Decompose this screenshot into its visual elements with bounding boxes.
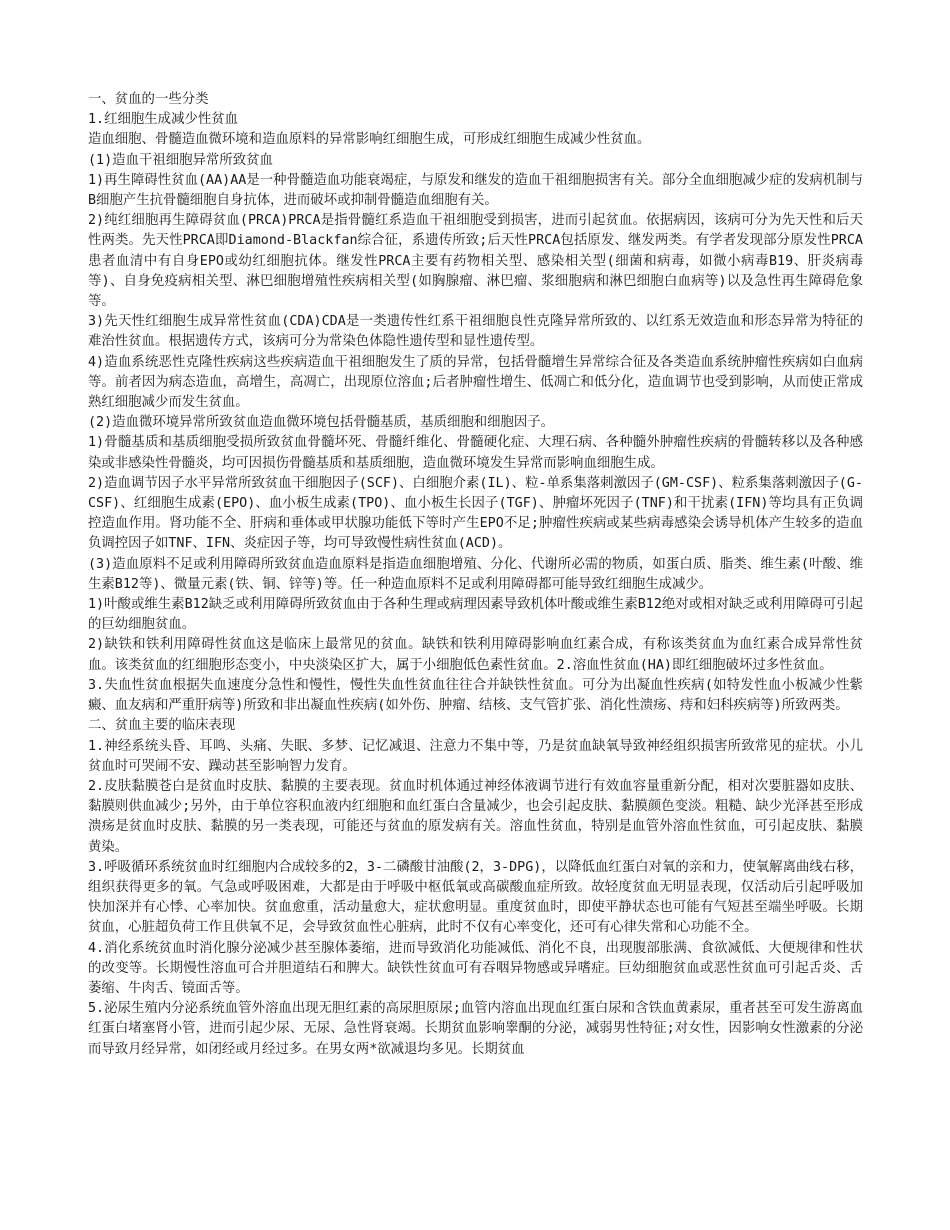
paragraph: 4.消化系统贫血时消化腺分泌减少甚至腺体萎缩，进而导致消化功能减低、消化不良，出现腹部胀满、食欲减低、大便规律和性状的改变等。长期慢性溶血可合并胆道结石和脾大。缺铁性贫血可有吞咽异物感或异嗜症。巨幼细胞贫血或恶性贫血可引起舌炎、舌萎缩、牛肉舌、镜面舌等。 (88, 940, 863, 996)
paragraph: 2.皮肤黏膜苍白是贫血时皮肤、黏膜的主要表现。贫血时机体通过神经体液调节进行有效血容量重新分配，相对次要脏器如皮肤、黏膜则供血减少;另外，由于单位容积血液内红细胞和血红蛋白含量减少，也会引起皮肤、黏膜颜色变淡。粗糙、缺少光泽甚至形成溃疡是贫血时皮肤、黏膜的另一类表现，可能还与贫血的原发病有关。溶血性贫血，特别是血管外溶血性贫血，可引起皮肤、黏膜黄染。 (88, 778, 863, 855)
subheading-reduced-rbc-production: 1.红细胞生成减少性贫血 (88, 112, 239, 128)
paragraph: 4)造血系统恶性克隆性疾病这些疾病造血干祖细胞发生了质的异常，包括骨髓增生异常综合征及各类造血系统肿瘤性疾病如白血病等。前者因为病态造血，高增生，高凋亡，出现原位溶血;后者肿瘤性增生、低凋亡和低分化，造血调节也受到影响，从而使正常成熟红细胞减少而发生贫血。 (88, 354, 863, 411)
paragraph: 3.呼吸循环系统贫血时红细胞内合成较多的2，3-二磷酸甘油酸(2，3-DPG)，以降低血红蛋白对氧的亲和力，使氧解离曲线右移，组织获得更多的氧。气急或呼吸困难，大都是由于呼吸中枢低氧或高碳酸血症所致。故轻度贫血无明显表现，仅活动后引起呼吸加快加深并有心悸、心率加快。贫血愈重，活动量愈大，症状愈明显。重度贫血时，即使平静状态也可能有气短甚至端坐呼吸。长期贫血，心脏超负荷工作且供氧不足，会导致贫血性心脏病，此时不仅有心率变化，还可有心律失常和心功能不全。 (88, 859, 863, 936)
paragraph: 1.神经系统头昏、耳鸣、头痛、失眠、多梦、记忆减退、注意力不集中等，乃是贫血缺氧导致神经组织损害所致常见的症状。小儿贫血时可哭闹不安、躁动甚至影响智力发育。 (88, 738, 863, 774)
paragraph: 1)叶酸或维生素B12缺乏或利用障碍所致贫血由于各种生理或病理因素导致机体叶酸或维生素B12绝对或相对缺乏或利用障碍可引起的巨幼细胞贫血。 (88, 597, 863, 633)
subheading-stem-cell-abnormality: (1)造血干祖细胞异常所致贫血 (88, 152, 273, 168)
paragraph: 5.泌尿生殖内分泌系统血管外溶血出现无胆红素的高尿胆原尿;血管内溶血出现血红蛋白尿和含铁血黄素尿，重者甚至可发生游离血红蛋白堵塞肾小管，进而引起少尿、无尿、急性肾衰竭。长期贫血影响睾酮的分泌，减弱男性特征;对女性，因影响女性激素的分泌而导致月经异常，如闭经或月经过多。在男女两*欲减退均多见。长期贫血 (88, 1001, 863, 1057)
document-body (88, 90, 863, 1060)
paragraph: 造血细胞、骨髓造血微环境和造血原料的异常影响红细胞生成，可形成红细胞生成减少性贫血。 (88, 132, 651, 148)
section-heading-clinical-manifestations: 二、贫血主要的临床表现 (88, 718, 236, 734)
subheading-microenvironment-abnormality: (2)造血微环境异常所致贫血造血微环境包括骨髓基质，基质细胞和细胞因子。 (88, 415, 555, 431)
paragraph: 2)缺铁和铁利用障碍性贫血这是临床上最常见的贫血。缺铁和铁利用障碍影响血红素合成，有称该类贫血为血红素合成异常性贫血。该类贫血的红细胞形态变小，中央淡染区扩大，属于小细胞低色素性贫血。2.溶血性贫血(HA)即红细胞破坏过多性贫血。 (88, 637, 863, 673)
subheading-raw-material-deficiency: (3)造血原料不足或利用障碍所致贫血造血原料是指造血细胞增殖、分化、代谢所必需的物质，如蛋白质、脂类、维生素(叶酸、维生素B12等)、微量元素(铁、铜、锌等)等。任一种造血原料不足或利用障碍都可能导致红细胞生成减少。 (88, 556, 863, 592)
paragraph: 1)再生障碍性贫血(AA)AA是一种骨髓造血功能衰竭症，与原发和继发的造血干祖细胞损害有关。部分全血细胞减少症的发病机制与B细胞产生抗骨髓细胞自身抗体，进而破坏或抑制骨髓造血细胞有关。 (88, 172, 863, 209)
paragraph: 3.失血性贫血根据失血速度分急性和慢性，慢性失血性贫血往往合并缺铁性贫血。可分为出凝血性疾病(如特发性血小板减少性紫癜、血友病和严重肝病等)所致和非出凝血性疾病(如外伤、肿瘤、结核、支气管扩张、消化性溃疡、痔和妇科疾病等)所致两类。 (88, 677, 863, 714)
paragraph: 2)纯红细胞再生障碍贫血(PRCA)PRCA是指骨髓红系造血干祖细胞受到损害，进而引起贫血。依据病因，该病可分为先天性和后天性两类。先天性PRCA即Diamond-Blackfan综合征，系遗传所致;后天性PRCA包括原发、继发两类。有学者发现部分原发性PRCA患者血清中有自身EPO或幼红细胞抗体。继发性PRCA主要有药物相关型、感染相关型(细菌和病毒，如微小病毒B19、肝炎病毒等)、自身免疫病相关型、淋巴细胞增殖性疾病相关型(如胸腺瘤、淋巴瘤、浆细胞病和淋巴细胞白血病等)以及急性再生障碍危象等。 (88, 213, 863, 310)
paragraph: 3)先天性红细胞生成异常性贫血(CDA)CDA是一类遗传性红系干祖细胞良性克隆异常所致的、以红系无效造血和形态异常为特征的难治性贫血。根据遗传方式，该病可分为常染色体隐性遗传型和显性遗传型。 (88, 314, 863, 350)
paragraph: 2)造血调节因子水平异常所致贫血干细胞因子(SCF)、白细胞介素(IL)、粒-单系集落刺激因子(GM-CSF)、粒系集落刺激因子(G-CSF)、红细胞生成素(EPO)、血小板生成素(TPO)、血小板生长因子(TGF)、肿瘤坏死因子(TNF)和干扰素(IFN)等均具有正负调控造血作用。肾功能不全、肝病和垂体或甲状腺功能低下等时产生EPO不足;肿瘤性疾病或某些病毒感染会诱导机体产生较多的造血负调控因子如TNF、IFN、炎症因子等，均可导致慢性病性贫血(ACD)。 (88, 475, 863, 552)
section-heading-anemia-classification: 一、贫血的一些分类 (88, 92, 209, 107)
paragraph: 1)骨髓基质和基质细胞受损所致贫血骨髓坏死、骨髓纤维化、骨髓硬化症、大理石病、各种髓外肿瘤性疾病的骨髓转移以及各种感染或非感染性骨髓炎，均可因损伤骨髓基质和基质细胞，造血微环境发生异常而影响血细胞生成。 (88, 435, 863, 471)
